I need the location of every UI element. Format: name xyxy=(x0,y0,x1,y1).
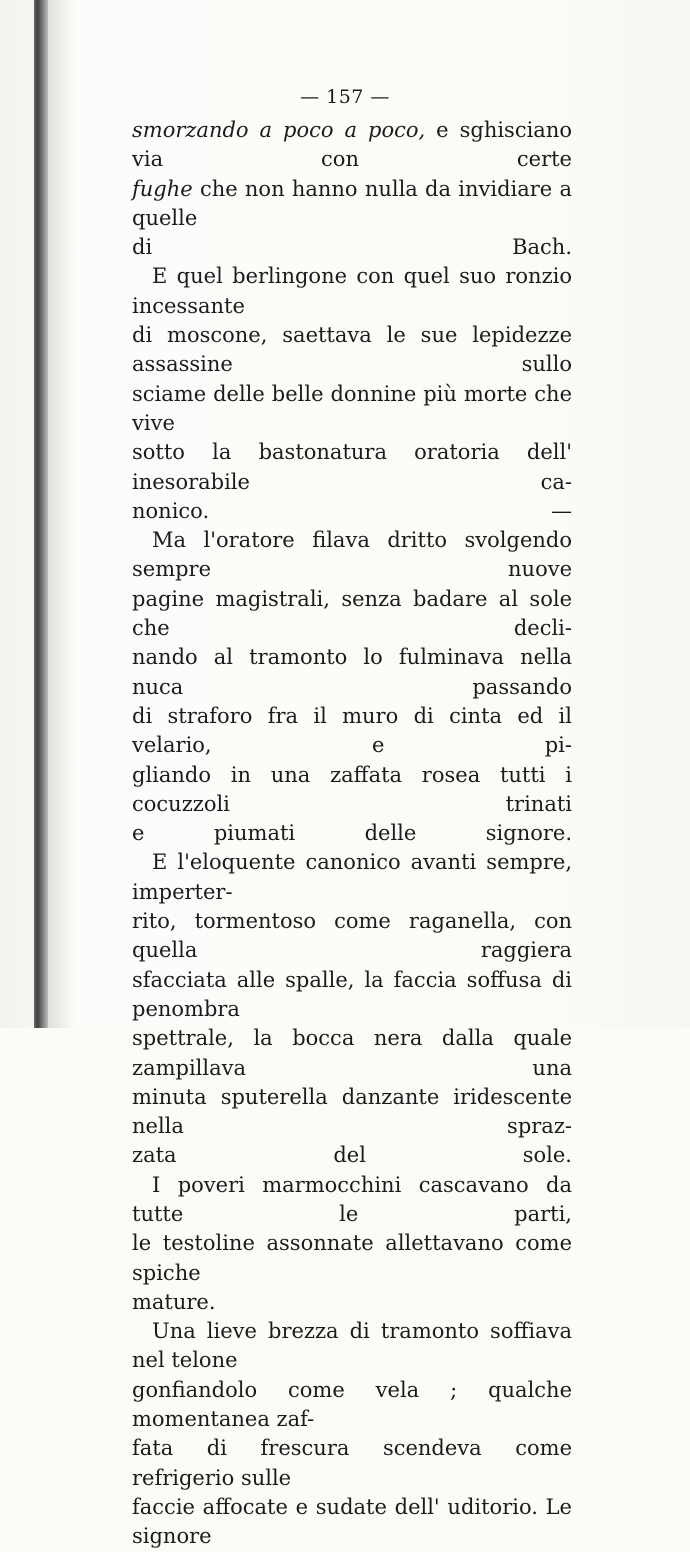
line-text: sotto la bastonatura oratoria dell' inesorabile ca- xyxy=(132,440,572,494)
text-line xyxy=(132,235,572,259)
line-text: gonfiandolo come vela ; qualche momentanea zaf- xyxy=(132,1377,572,1432)
line-text: di straforo fra il muro di cinta ed il velario, e pi- xyxy=(132,703,572,758)
paragraph-2 xyxy=(132,262,572,526)
line-text: di Bach. xyxy=(132,235,572,260)
paragraph-4 xyxy=(132,848,572,1170)
binding-shadow xyxy=(48,0,74,1028)
paragraph-3 xyxy=(132,526,572,848)
text-line xyxy=(132,177,572,230)
line-text: rito, tormentoso come raganella, con quella raggiera xyxy=(132,909,572,963)
line-text: E l'eloquente canonico avanti sempre, imperter- xyxy=(132,850,572,904)
line-text: minuta sputerella danzante iridescente nella spraz- xyxy=(132,1084,572,1139)
paragraph-5 xyxy=(132,1171,572,1317)
paragraph-1 xyxy=(132,116,572,262)
line-text: zata del sole. xyxy=(132,1143,572,1168)
body-text xyxy=(132,116,572,1552)
paragraph-6 xyxy=(132,1317,572,1551)
line-text: sfacciata alle spalle, la faccia soffusa di penombra xyxy=(132,967,572,1021)
page-number: — 157 — xyxy=(300,86,390,108)
line-text: pagine magistrali, senza badare al sole che decli- xyxy=(132,586,572,641)
line-text: gliando in una zaffata rosea tutti i cocuzzoli trinati xyxy=(132,762,572,816)
line-text: spettrale, la bocca nera dalla quale zampillava una xyxy=(132,1026,572,1080)
text-line xyxy=(132,118,572,171)
line-text: che non hanno nulla da invidiare a quelle xyxy=(132,176,572,230)
line-text: Una lieve brezza di tramonto soffiava nel telone xyxy=(132,1319,572,1373)
line-text: mature. xyxy=(132,1289,216,1314)
line-text: nando al tramonto lo fulminava nella nuca passando xyxy=(132,645,572,699)
italic-text: smorzando a poco a poco, xyxy=(132,118,426,142)
line-text: faccie affocate e sudate dell' uditorio. Le signore xyxy=(132,1494,572,1549)
book-binding xyxy=(34,0,48,1028)
line-text: fata di frescura scendeva come refrigerio sulle xyxy=(132,1436,572,1490)
italic-text: fughe xyxy=(132,176,193,201)
line-text: nonico. — xyxy=(132,498,572,523)
line-text: di moscone, saettava le sue lepidezze assassine sullo xyxy=(132,323,572,377)
line-text: e piumati delle signore. xyxy=(132,821,572,846)
line-text: sciame delle belle donnine più morte che vive xyxy=(132,381,572,435)
line-text: Ma l'oratore filava dritto svolgendo sempre nuove xyxy=(132,528,572,582)
line-text: le testoline assonnate allettavano come spiche xyxy=(132,1231,572,1285)
line-text: I poveri marmocchini cascavano da tutte le parti, xyxy=(132,1172,572,1226)
line-text: E quel berlingone con quel suo ronzio incessante xyxy=(132,264,572,318)
line-text: e sghisciano via con certe xyxy=(132,118,572,172)
